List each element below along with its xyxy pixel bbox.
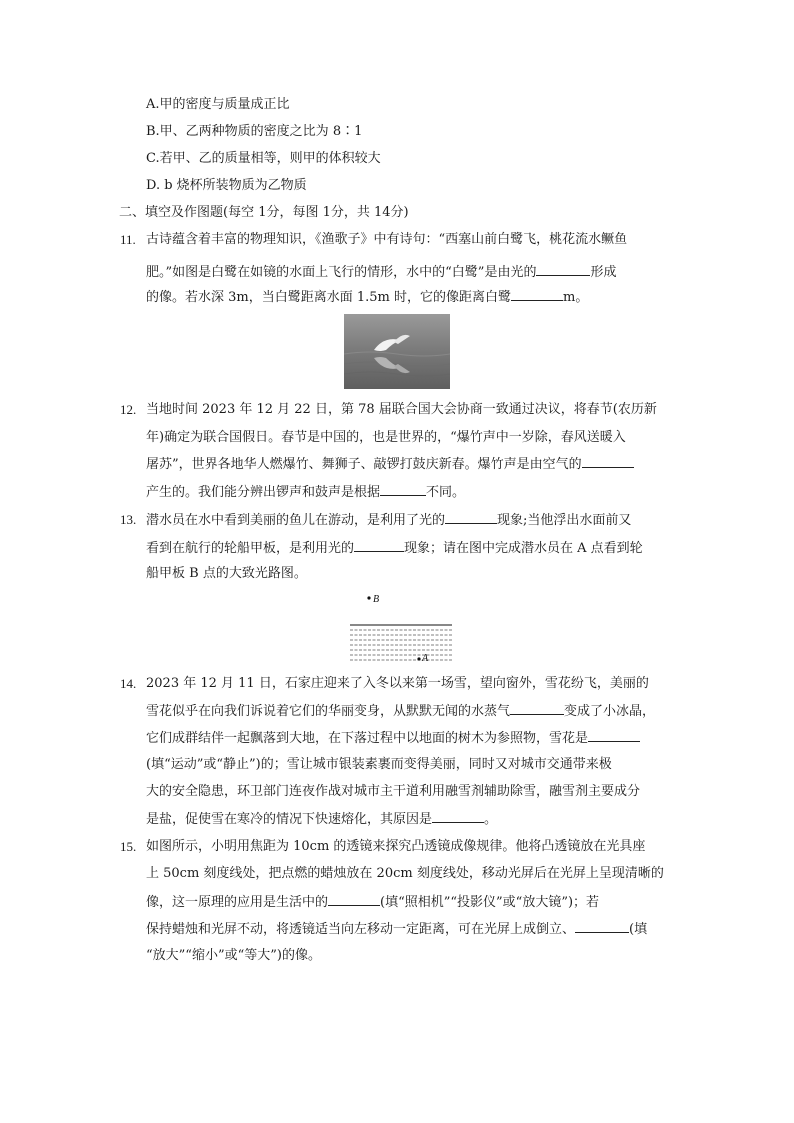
answer-blank[interactable]	[328, 893, 380, 906]
question-15-line-1: 如图所示，小明用焦距为 10cm 的透镜来探究凸透镜成像规律。他将凸透镜放在光具座	[146, 839, 646, 854]
option-b: B.甲、乙两种物质的密度之比为 8∶1	[146, 124, 363, 139]
answer-blank[interactable]	[588, 729, 640, 742]
answer-blank[interactable]	[536, 263, 590, 276]
question-15-line-5: “放大”“缩小”或“等大”)的像。	[146, 948, 321, 963]
answer-blank[interactable]	[445, 511, 497, 524]
egret-photo	[344, 314, 450, 389]
section-heading: 二、填空及作图题(每空 1分，每图 1分，共 14分)	[119, 205, 409, 220]
answer-blank[interactable]	[432, 810, 484, 823]
question-12-line-2: 年)确定为联合国假日。春节是中国的，也是世界的，“爆竹声中一岁除，春风送暖入	[146, 430, 626, 445]
answer-blank[interactable]	[511, 288, 563, 301]
question-14-line-5: 大的安全隐患，环卫部门连夜作战对城市主干道利用融雪剂辅助除雪，融雪剂主要成分	[146, 784, 641, 799]
question-13-line-1: 潜水员在水中看到美丽的鱼儿在游动，是利用了光的 现象;当他浮出水面前又	[146, 513, 632, 528]
question-15-line-2: 上 50cm 刻度线处，把点燃的蜡烛放在 20cm 刻度线处，移动光屏后在光屏上呈现清晰的	[146, 866, 664, 881]
water-hatching	[350, 630, 452, 660]
question-12-number: 12.	[120, 402, 137, 417]
answer-blank[interactable]	[575, 920, 629, 933]
question-14-line-6: 是盐，促使雪在寒冷的情况下快速熔化，其原因是 。	[146, 812, 498, 827]
question-12-line-4: 产生的。我们能分辨出锣声和鼓声是根据 不同。	[146, 485, 466, 500]
point-a-label: A	[422, 653, 429, 664]
question-15-line-3: 像，这一原理的应用是生活中的 (填“照相机”“投影仪”或“放大镜”)；若	[146, 895, 600, 910]
question-15-number: 15.	[120, 839, 137, 854]
answer-blank[interactable]	[354, 539, 404, 552]
point-a-dot	[417, 657, 420, 660]
question-12-line-1: 当地时间 2023 年 12 月 22 日，第 78 届联合国大会协商一致通过决议，将春节(农历新	[146, 402, 657, 417]
point-b-dot	[367, 596, 370, 599]
point-b-label: B	[373, 594, 380, 605]
question-14-line-4: (填“运动”或“静止”)的；雪让城市银装素裹而变得美丽，同时又对城市交通带来极	[146, 757, 612, 772]
question-14-line-3: 它们成群结伴一起飘落到大地，在下落过程中以地面的树木为参照物，雪花是	[146, 729, 640, 748]
answer-blank[interactable]	[510, 702, 564, 715]
question-14-number: 14.	[120, 676, 137, 691]
question-14-line-1: 2023 年 12 月 11 日，石家庄迎来了入冬以来第一场雪，望向窗外，雪花纷飞，美丽的	[146, 676, 649, 691]
option-a: A.甲的密度与质量成正比	[146, 97, 290, 112]
question-13-line-2: 看到在航行的轮船甲板，是利用光的 现象；请在图中完成潜水员在 A 点看到轮	[146, 541, 643, 556]
question-13-number: 13.	[120, 512, 137, 527]
answer-blank[interactable]	[582, 455, 634, 468]
option-c: C.若甲、乙的质量相等，则甲的体积较大	[146, 151, 381, 166]
question-11-line-3: 的像。若水深 3m，当白鹭距离水面 1.5m 时，它的像距离白鹭 m。	[146, 290, 589, 305]
light-path-diagram[interactable]	[350, 588, 452, 664]
question-14-line-2: 雪花似乎在向我们诉说着它们的华丽变身，从默默无闻的水蒸气 变成了小冰晶，	[146, 704, 656, 719]
question-13-line-3: 船甲板 B 点的大致光路图。	[146, 566, 307, 581]
question-15-line-4: 保持蜡烛和光屏不动，将透镜适当向左移动一定距离，可在光屏上成倒立、 (填	[146, 922, 648, 937]
question-11-line-2: 肥。”如图是白鹭在如镜的水面上飞行的情形，水中的“白鹭”是由光的 形成	[146, 265, 617, 280]
answer-blank[interactable]	[380, 483, 426, 496]
question-11-number: 11.	[120, 232, 136, 247]
question-11-line-1: 古诗蕴含着丰富的物理知识，《渔歌子》中有诗句：“西塞山前白鹭飞，桃花流水鳜鱼	[146, 232, 628, 247]
question-12-line-3: 屠苏”，世界各地华人燃爆竹、舞狮子、敲锣打鼓庆新春。爆竹声是由空气的	[146, 455, 634, 474]
option-d: D. b 烧杯所装物质为乙物质	[146, 178, 307, 193]
